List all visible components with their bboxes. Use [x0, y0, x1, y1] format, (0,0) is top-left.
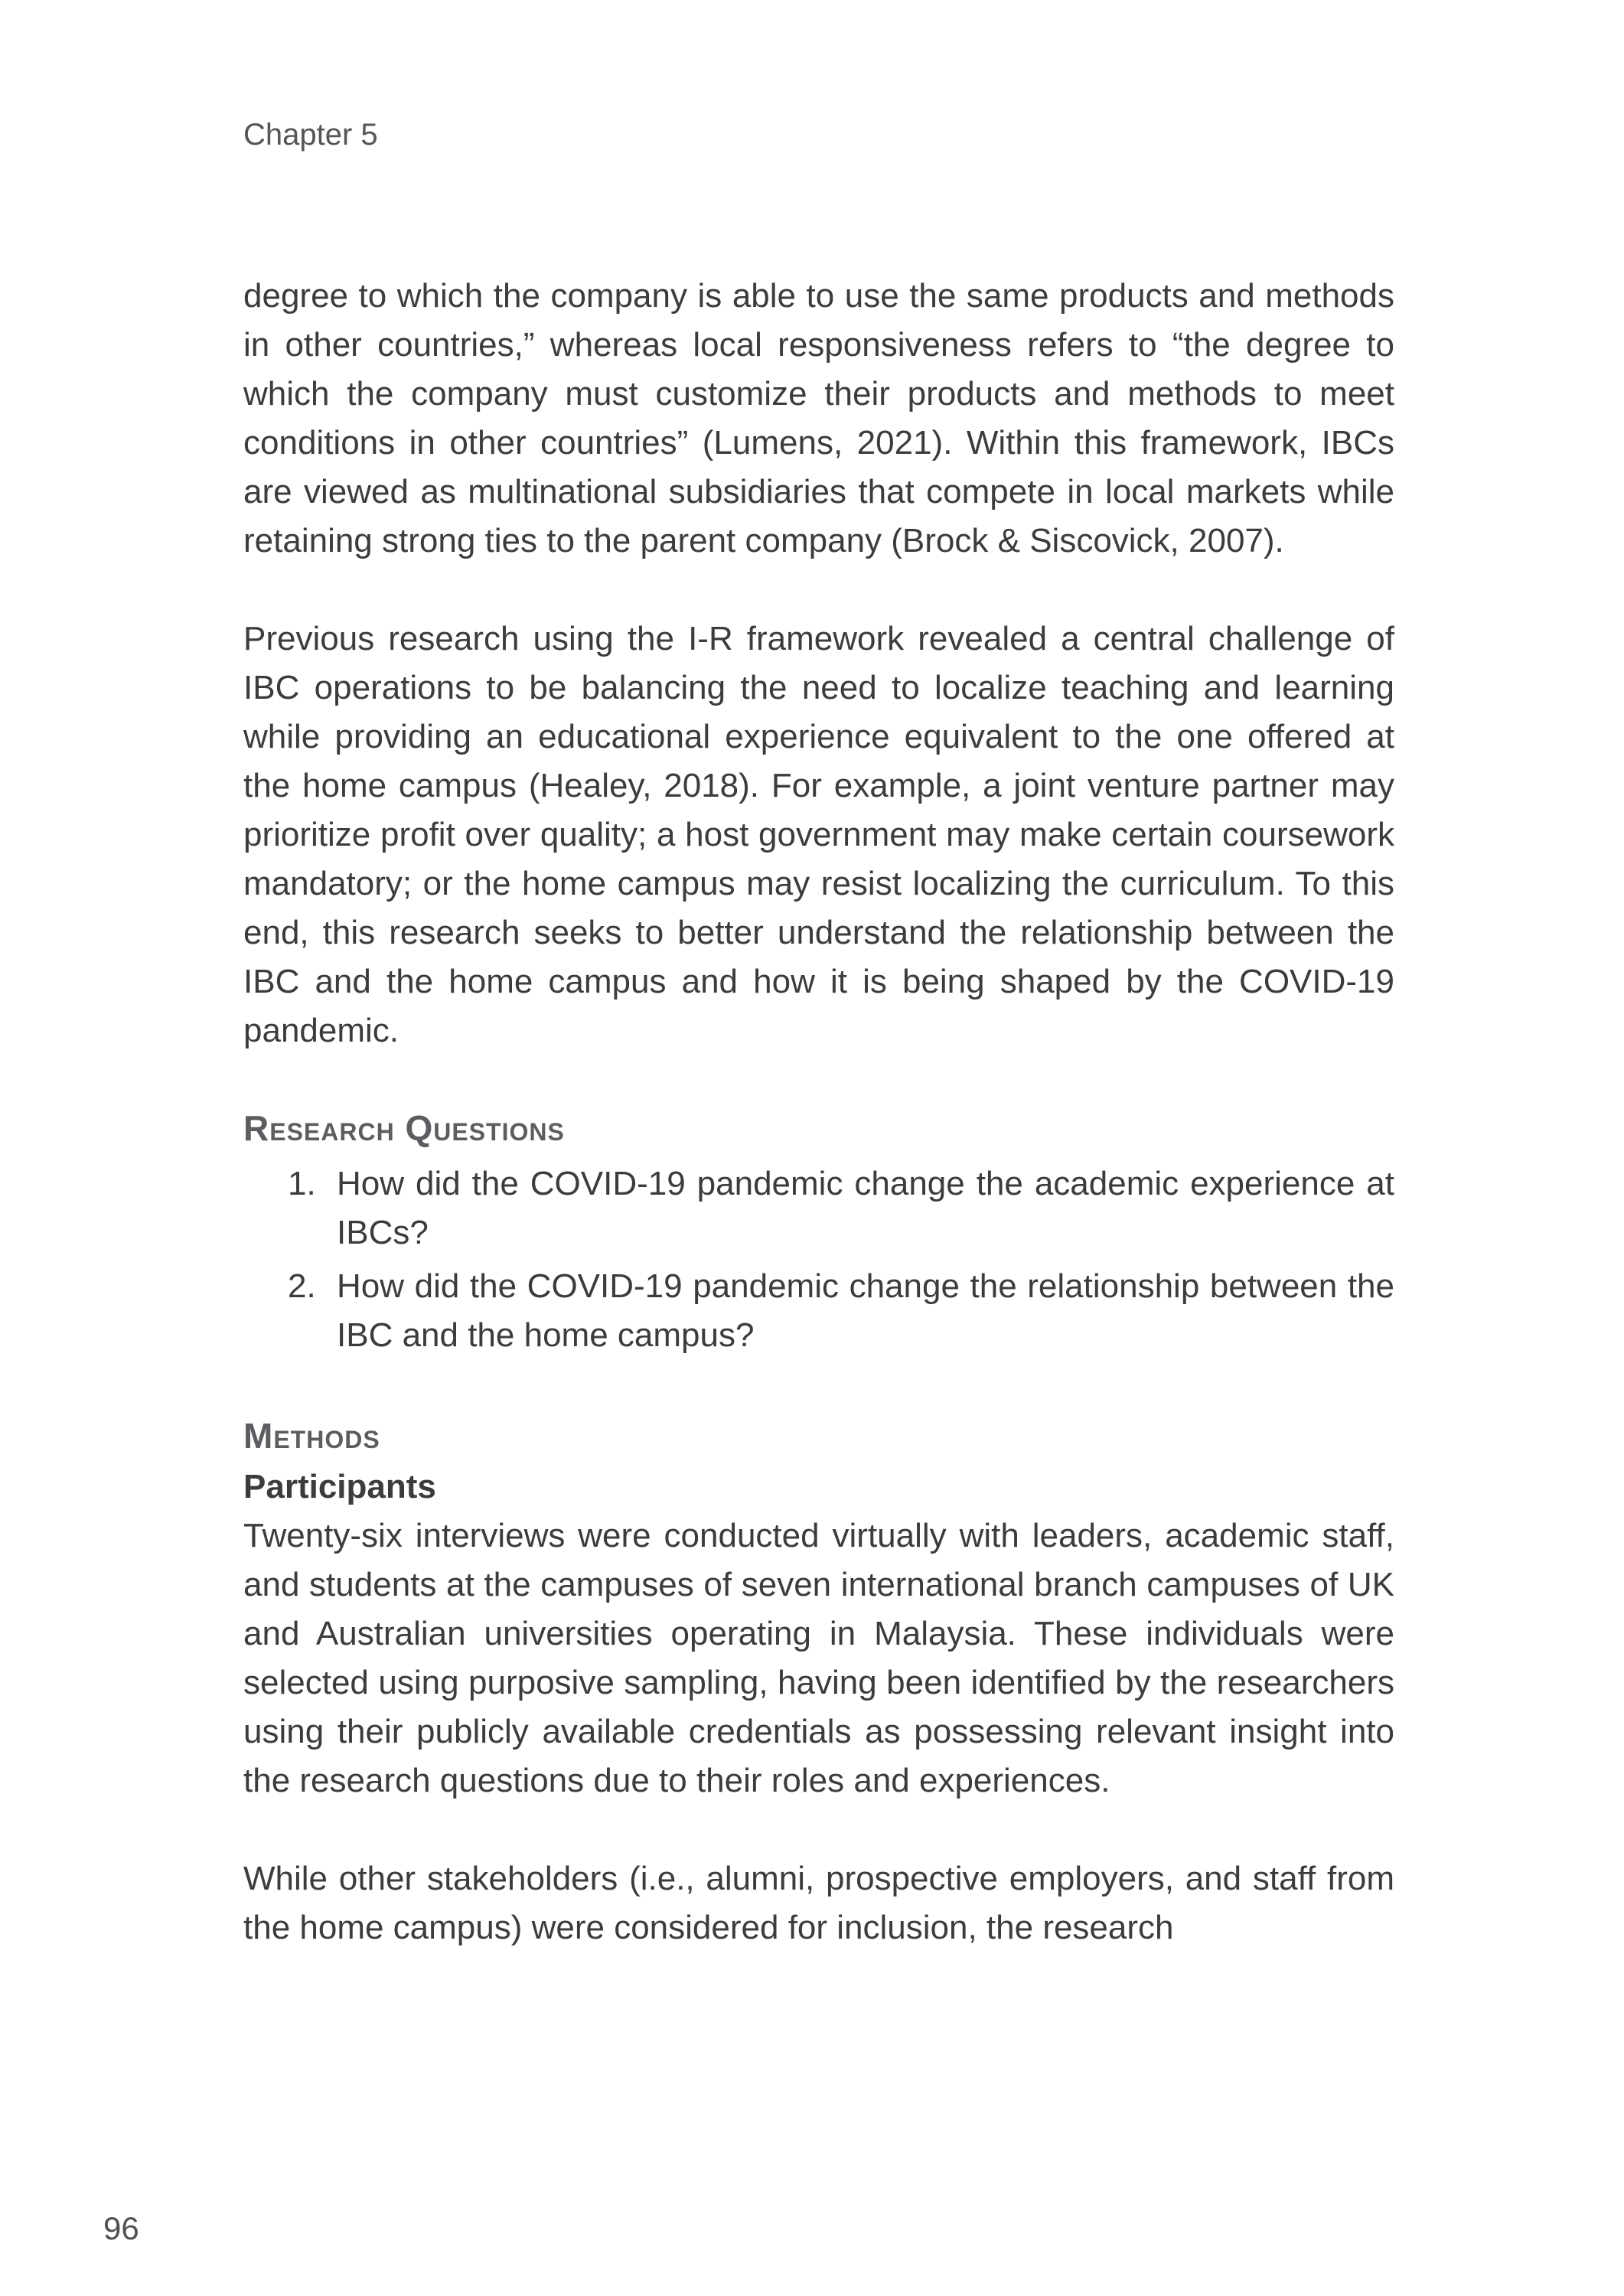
section-heading-research-questions: Research Questions — [243, 1108, 565, 1148]
question-number-2: 2. — [288, 1267, 316, 1305]
question-number-1: 1. — [288, 1165, 316, 1202]
page-content — [243, 272, 1394, 1952]
question-item-1 — [243, 1159, 1394, 1257]
body-paragraph-1: degree to which the company is able to use the same products and methods in other countries,” whereas local responsiveness refers to “the degree to which the company must customize their products and methods to meet conditions in other countries” (Lumens, 2021). Within this framework, IBCs are viewed as multinational subsidiaries that compete in local markets while retaining strong ties to the parent company (Brock & Siscovick, 2007). — [243, 277, 1394, 559]
question-text-2: How did the COVID-19 pandemic change the relationship between the IBC and the home campus? — [337, 1267, 1394, 1354]
methods-paragraph-2: While other stakeholders (i.e., alumni, prospective employers, and staff from the home campus) were considered for inclusion, the research — [243, 1860, 1394, 1946]
body-paragraph-2: Previous research using the I-R framework revealed a central challenge of IBC operations to be balancing the need to localize teaching and learning while providing an educational experience equivalent to the one offered at the home campus (Healey, 2018). For example, a joint venture partner may prioritize profit over quality; a host government may make certain coursework mandatory; or the home campus may resist localizing the curriculum. To this end, this research seeks to better understand the relationship between the IBC and the home campus and how it is being shaped by the COVID-19 pandemic. — [243, 620, 1394, 1049]
question-item-2 — [243, 1262, 1394, 1360]
question-text-1: How did the COVID-19 pandemic change the academic experience at IBCs? — [337, 1165, 1394, 1251]
section-heading-methods: Methods — [243, 1416, 380, 1456]
methods-paragraph-1: Twenty-six interviews were conducted virtually with leaders, academic staff, and students at the campuses of seven international branch campuses of UK and Australian universities operating in Malaysia. These individuals were selected using purposive sampling, having been identified by the researchers using their publicly available credentials as possessing relevant insight into the research questions due to their roles and experiences. — [243, 1517, 1394, 1799]
chapter-running-header: Chapter 5 — [243, 118, 378, 152]
page-number: 96 — [103, 2210, 139, 2246]
research-question-list — [243, 1159, 1394, 1360]
participants-subheading: Participants — [243, 1468, 436, 1505]
